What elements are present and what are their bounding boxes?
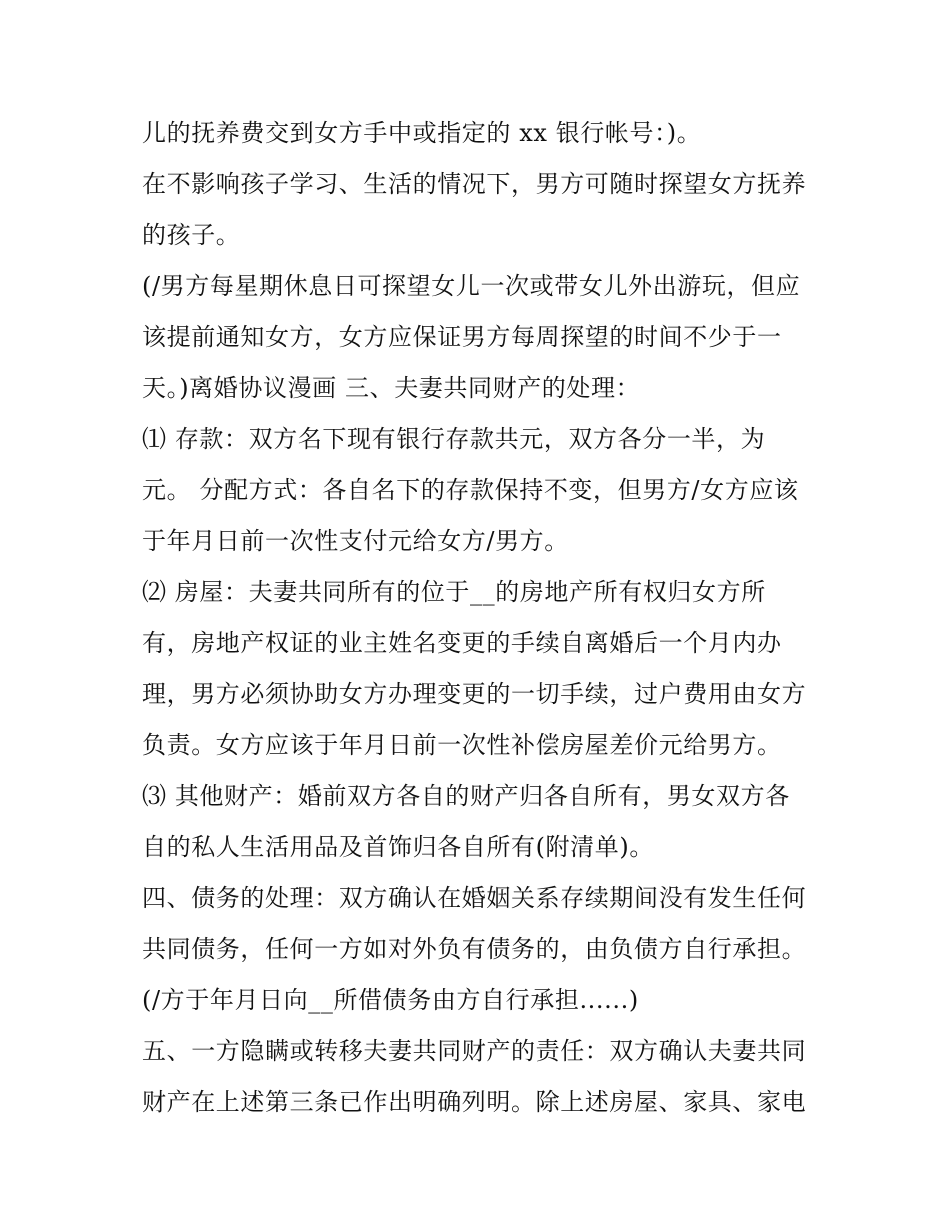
text-line: 该提前通知女方，女方应保证男方每周探望的时间不少于一 <box>142 323 782 351</box>
text-line: 自的私人生活用品及首饰归各自所有(附清单)。 <box>142 833 654 861</box>
text-line: 有，房地产权证的业主姓名变更的手续自离婚后一个月内办 <box>142 629 782 657</box>
text-line: 共同债务，任何一方如对外负有债务的，由负债方自行承担。 <box>142 935 807 963</box>
text-line: 五、一方隐瞒或转移夫妻共同财产的责任：双方确认夫妻共同 <box>142 1037 807 1065</box>
text-line: ⑴ 存款：双方名下现有银行存款共元，双方各分一半，为 <box>142 425 766 453</box>
text-line: ⑶ 其他财产：婚前双方各自的财产归各自所有，男女双方各 <box>142 782 790 810</box>
text-line: 理，男方必须协助女方办理变更的一切手续，过户费用由女方 <box>142 680 807 708</box>
text-line: 的孩子。 <box>142 221 241 249</box>
document-body <box>142 108 822 1128</box>
text-line: 儿的抚养费交到女方手中或指定的 xx 银行帐号：)。 <box>142 119 702 147</box>
text-line: (/男方每星期休息日可探望女儿一次或带女儿外出游玩，但应 <box>142 272 801 300</box>
text-line: 财产在上述第三条已作出明确列明。除上述房屋、家具、家电 <box>142 1088 807 1116</box>
text-line: 在不影响孩子学习、生活的情况下，男方可随时探望女方抚养 <box>142 170 807 198</box>
text-line: 于年月日前一次性支付元给女方/男方。 <box>142 527 569 555</box>
text-line: 天。)离婚协议漫画 三、夫妻共同财产的处理： <box>142 374 641 402</box>
text-line: 四、债务的处理：双方确认在婚姻关系存续期间没有发生任何 <box>142 884 807 912</box>
text-line: 元。 分配方式：各自名下的存款保持不变，但男方/女方应该 <box>142 476 799 504</box>
text-line: ⑵ 房屋：夫妻共同所有的位于__的房地产所有权归女方所 <box>142 578 766 606</box>
text-line: 负责。女方应该于年月日前一次性补偿房屋差价元给男方。 <box>142 731 782 759</box>
text-line: (/方于年月日向__所借债务由方自行承担......) <box>142 986 639 1014</box>
